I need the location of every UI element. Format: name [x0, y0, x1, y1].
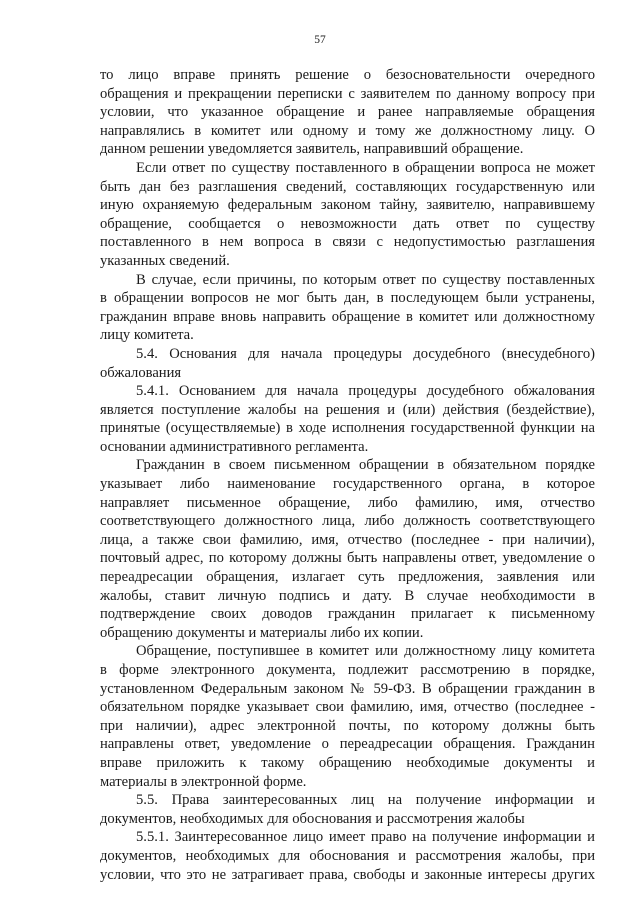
text-line: поставленного в нем вопроса в связи с недопустимостью разглашения	[100, 234, 595, 251]
text-line: лица, а также свои фамилию, имя, отчество (последнее - при наличии),	[100, 531, 595, 548]
text-line: лицу комитета.	[100, 327, 194, 344]
text-line: обжалования	[100, 364, 182, 381]
text-line: в форме электронного документа, подлежит рассмотрению в порядке,	[100, 662, 595, 678]
text-line: направлялись в комитет или одному и тому же должностному лицу. О	[100, 122, 595, 139]
text-line: установленном Федеральным законом № 59-ФЗ. В обращении гражданин в	[100, 680, 595, 697]
text-line: Обращение, поступившее в комитет или должностному лицу комитета	[136, 643, 595, 660]
text-line: в обращении вопросов не мог быть дан, в последующем были устранены,	[100, 290, 595, 307]
text-line: 5.5. Права заинтересованных лиц на получение информации и	[136, 792, 595, 809]
text-line: направлены ответ, уведомление о переадресации обращения. Гражданин	[100, 736, 595, 753]
text-line: обращению документы и материалы либо их копии.	[100, 624, 424, 641]
text-line: является поступление жалобы на решения и (или) действия (бездействие),	[100, 401, 595, 418]
text-line: 5.4. Основания для начала процедуры досудебного (внесудебного)	[136, 345, 595, 362]
text-line: указанных сведений.	[100, 252, 230, 269]
text-line: соответствующего должностного лица, либо должность соответствующего	[100, 513, 595, 530]
text-line: почтовый адрес, по которому должны быть направлены ответ, уведомление о	[100, 550, 595, 567]
text-line: основании административного регламента.	[100, 438, 369, 455]
text-line: вправе приложить к такому обращению необходимые документы и	[100, 754, 595, 771]
text-line: Если ответ по существу поставленного в обращении вопроса не может	[136, 159, 595, 176]
text-line: принятые (осуществляемые) в ходе исполнения государственной функции на	[100, 420, 595, 437]
text-line: при наличии), адрес электронной почты, по которому должны быть	[100, 717, 595, 734]
text-line: Гражданин в своем письменном обращении в обязательном порядке	[136, 457, 595, 474]
text-line: данном решении уведомляется заявитель, направивший обращение.	[100, 141, 524, 158]
text-line: обращение, сообщается о невозможности дать ответ по существу	[100, 215, 595, 232]
text-line: 5.5.1. Заинтересованное лицо имеет право на получение информации и	[136, 829, 595, 846]
text-line: подтверждение своих доводов гражданин прилагает к письменному	[100, 606, 595, 623]
text-line: направляет письменное обращение, либо фамилию, имя, отчество	[100, 494, 595, 511]
text-line: указывает либо наименование государственного органа, в которое	[100, 476, 595, 493]
text-line: иную охраняемую федеральным законом тайну, заявителю, направившему	[100, 197, 595, 214]
text-line: условии, что это не затрагивает права, свободы и законные интересы других	[100, 866, 595, 883]
text-line: жалобы, ставит личную подпись и дату. В случае необходимости в	[100, 587, 595, 604]
page-number: 57	[314, 34, 326, 46]
text-line: материалы в электронной форме.	[100, 773, 307, 790]
text-line: В случае, если причины, по которым ответ по существу поставленных	[136, 271, 595, 288]
text-line: условии, что указанное обращение и ранее направляемые обращения	[100, 104, 595, 121]
text-line: переадресации обращения, излагает суть предложения, заявления или	[100, 569, 595, 586]
text-line: быть дан без разглашения сведений, составляющих государственную или	[100, 178, 595, 195]
text-line: обязательном порядке указывает свои фамилию, имя, отчество (последнее -	[100, 699, 595, 716]
text-line: гражданин вправе вновь направить обращение в комитет или должностному	[100, 308, 595, 325]
text-line: документов, необходимых для обоснования и рассмотрения жалобы	[100, 810, 525, 827]
text-line: обращения и прекращении переписки с заявителем по данному вопросу при	[100, 85, 595, 102]
text-line: то лицо вправе принять решение о безосновательности очередного	[100, 67, 595, 83]
body-text	[100, 66, 595, 884]
text-line: 5.4.1. Основанием для начала процедуры досудебного обжалования	[136, 383, 595, 400]
text-line: документов, необходимых для обоснования и рассмотрения жалобы, при	[100, 847, 595, 864]
